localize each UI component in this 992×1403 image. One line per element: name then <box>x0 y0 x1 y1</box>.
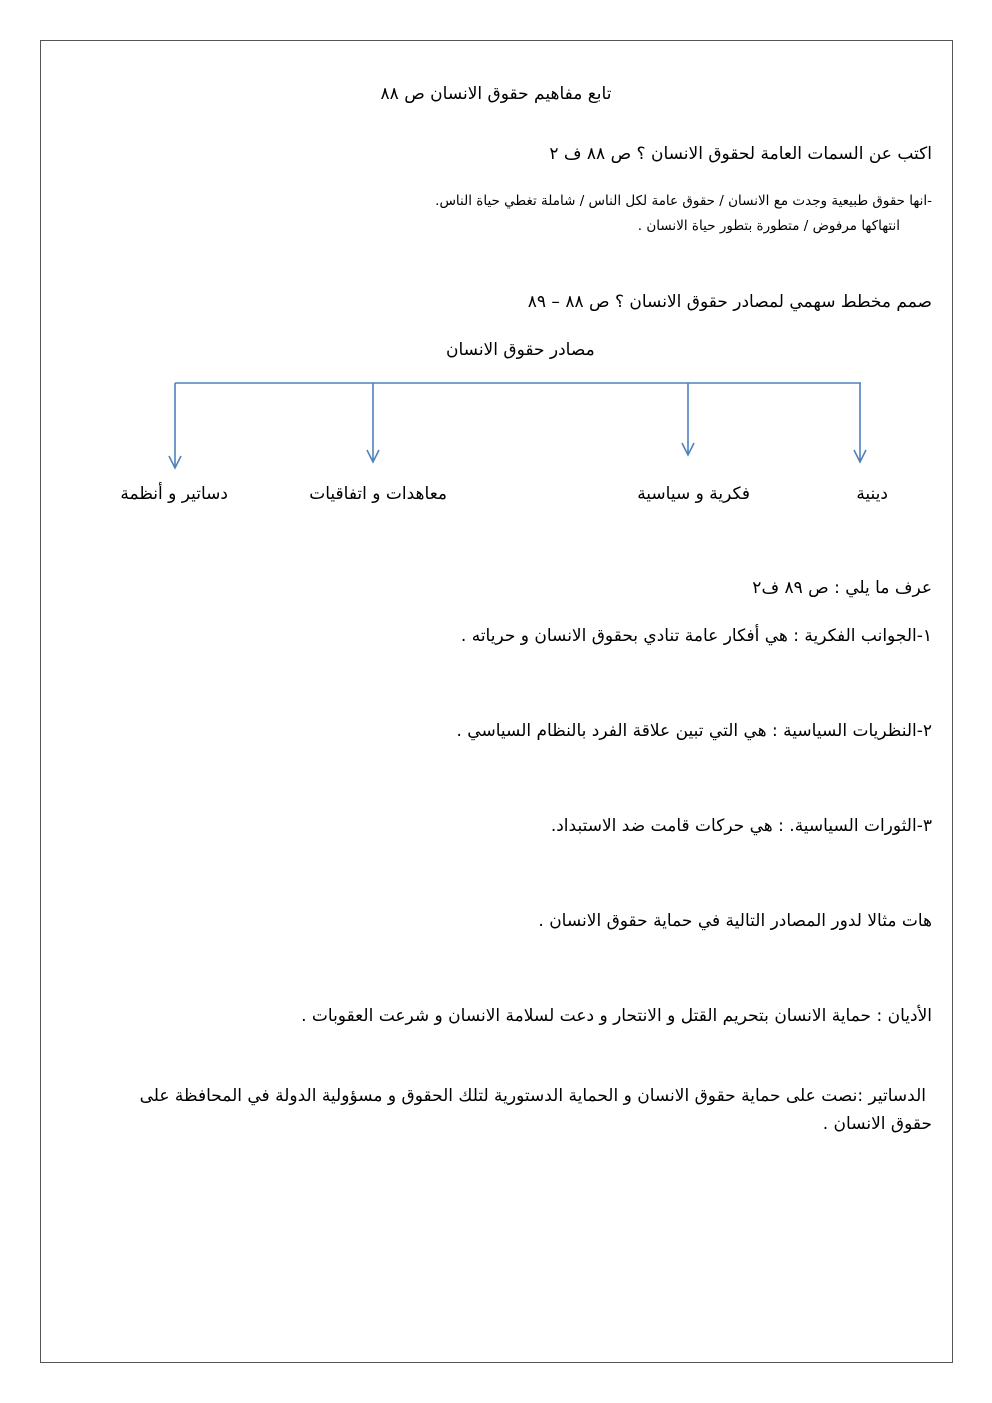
title-text: تابع مفاهيم حقوق الانسان ص ٨٨ <box>380 84 612 104</box>
definition-1: ١-الجوانب الفكرية : هي أفكار عامة تنادي بحقوق الانسان و حرياته . <box>460 626 932 646</box>
diagram-root: مصادر حقوق الانسان <box>446 340 595 360</box>
definition-3: ٣-الثورات السياسية. : هي حركات قامت ضد الاستبداد. <box>550 816 932 836</box>
branch-religious: دينية <box>856 484 888 504</box>
question-2: صمم مخطط سهمي لمصادر حقوق الانسان ؟ ص ٨٨ – ٨٩ <box>527 292 932 312</box>
question-3: عرف ما يلي : ص ٨٩ ف٢ <box>752 578 932 598</box>
branch-treaties: معاهدات و اتفاقيات <box>309 484 447 504</box>
example-1: الأديان : حماية الانسان بتحريم القتل و الانتحار و دعت لسلامة الانسان و شرعت العقوبات . <box>301 1006 932 1026</box>
branch-intellectual-political: فكرية و سياسية <box>637 484 750 504</box>
branch-constitutions: دساتير و أنظمة <box>120 484 228 504</box>
arrow-diagram <box>0 0 992 520</box>
question-4: هات مثالا لدور المصادر التالية في حماية حقوق الانسان . <box>538 911 932 931</box>
answer-1-line-1: -انها حقوق طبيعية وجدت مع الانسان / حقوق عامة لكل الناس / شاملة تغطي حياة الناس. <box>435 193 932 209</box>
example-2-line-1: الدساتير :نصت على حماية حقوق الانسان و الحماية الدستورية لتلك الحقوق و مسؤولية الدولة في المحافظة على <box>139 1086 926 1106</box>
example-2-line-2: حقوق الانسان . <box>822 1114 932 1134</box>
answer-1-line-2: انتهاكها مرفوض / متطورة بتطور حياة الانسان . <box>637 218 900 234</box>
question-1: اكتب عن السمات العامة لحقوق الانسان ؟ ص ٨٨ ف ٢ <box>549 144 932 164</box>
definition-2: ٢-النظريات السياسية : هي التي تبين علاقة الفرد بالنظام السياسي . <box>456 721 932 741</box>
